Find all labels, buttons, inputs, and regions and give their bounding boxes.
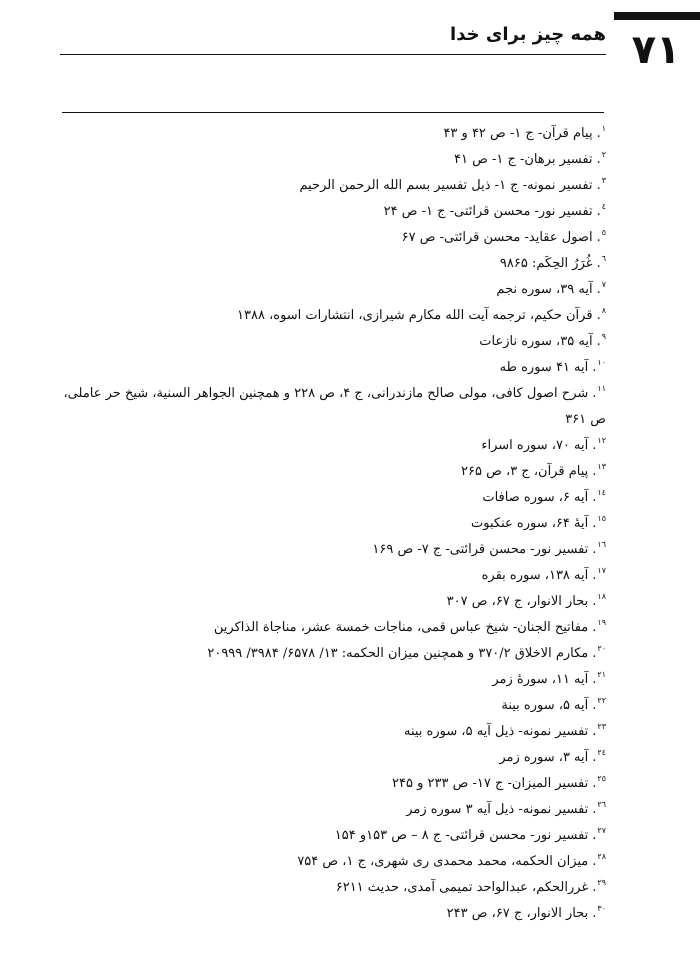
footnote-text: قرآن حکیم، ترجمه آیت الله مکارم شیرازی، انتشارات اسوه، ۱۳۸۸ bbox=[237, 308, 593, 323]
footnote-dot: . bbox=[596, 230, 601, 245]
footnote-number: ٢٩ bbox=[597, 878, 606, 887]
footnote-dot: . bbox=[592, 516, 597, 531]
footnote-item bbox=[60, 121, 606, 147]
footnote-dot: . bbox=[592, 438, 597, 453]
footnote-number: ٤ bbox=[601, 202, 606, 211]
footnote-item bbox=[60, 433, 606, 459]
footnote-item bbox=[60, 355, 606, 381]
footnote-item bbox=[60, 745, 606, 771]
footnote-dot: . bbox=[592, 568, 597, 583]
footnote-number: ١٥ bbox=[597, 514, 606, 523]
footnote-item bbox=[60, 719, 606, 745]
footnote-item bbox=[60, 849, 606, 875]
footnote-text: تفسیر المیزان- ج ۱۷- ص ۲۳۳ و ۲۴۵ bbox=[392, 776, 589, 791]
footnote-number: ٧ bbox=[601, 280, 606, 289]
footnote-dot: . bbox=[592, 386, 597, 401]
footnote-text: بحار الانوار، ج ۶۷، ص ۳۰۷ bbox=[446, 594, 589, 609]
footnote-dot: . bbox=[592, 620, 597, 635]
footnote-dot: . bbox=[592, 750, 597, 765]
footnote-item bbox=[60, 641, 606, 667]
footnote-text: شرح اصول کافی، مولی صالح مازندرانی، ج ۴، ص ۲۲۸ و همچنین الجواهر السنية، شیخ حر عاملی، ص ۳۶۱ bbox=[63, 386, 606, 427]
header-rule bbox=[60, 54, 606, 55]
footnote-item bbox=[60, 485, 606, 511]
footnote-number: ٢٥ bbox=[597, 774, 606, 783]
footnote-text: تفسیر نمونه- ذیل آیه ۳ سوره زمر bbox=[406, 802, 589, 817]
footnote-text: آیه ۳۵، سوره نازعات bbox=[479, 334, 593, 349]
footnote-text: آیهٔ ۶۴، سوره عنکبوت bbox=[471, 516, 589, 531]
footnote-dot: . bbox=[592, 594, 597, 609]
footnote-number: ١١ bbox=[597, 384, 606, 393]
footnote-number: ٢٣ bbox=[597, 722, 606, 731]
footnote-text: پیام قرآن- ج ۱- ص ۴۲ و ۴۳ bbox=[443, 126, 593, 141]
footnote-text: آیه ۵، سوره بینة bbox=[501, 698, 589, 713]
footnote-number: ١٧ bbox=[597, 566, 606, 575]
footnote-dot: . bbox=[592, 646, 597, 661]
footnote-item bbox=[60, 303, 606, 329]
footnote-item bbox=[60, 875, 606, 901]
footnote-text: غررالحکم، عبدالواحد تمیمی آمدی، حدیث ۶۲۱۱ bbox=[335, 880, 589, 895]
footnote-item bbox=[60, 251, 606, 277]
footnote-separator bbox=[62, 112, 604, 113]
footnote-number: ٣٠ bbox=[597, 904, 606, 913]
footnote-dot: . bbox=[592, 698, 597, 713]
footnote-item bbox=[60, 823, 606, 849]
footnote-text: مفاتیح الجنان- شیخ عباس قمی، مناجات خمسة عشر، مناجاة الذاکرین bbox=[213, 620, 589, 635]
footnote-number: ٢٢ bbox=[597, 696, 606, 705]
footnote-dot: . bbox=[592, 802, 597, 817]
footnote-item bbox=[60, 459, 606, 485]
footnote-text: غُرَرُ الحِکَم: ۹۸۶۵ bbox=[499, 256, 593, 271]
footnote-item bbox=[60, 381, 606, 433]
footnote-number: ٣ bbox=[601, 176, 606, 185]
footnote-text: آیه ۷۰، سوره اسراء bbox=[481, 438, 589, 453]
footnote-item bbox=[60, 563, 606, 589]
footnote-text: تفسیر نور- محسن قرائتی- ج ۷- ص ۱۶۹ bbox=[372, 542, 589, 557]
footnote-item bbox=[60, 771, 606, 797]
book-title: همه چیز برای خدا bbox=[450, 24, 606, 45]
running-header bbox=[60, 18, 606, 56]
footnote-number: ١٦ bbox=[597, 540, 606, 549]
footnote-text: آیه ۴۱ سوره طه bbox=[499, 360, 589, 375]
footnote-text: آیه ۱۳۸، سوره بقره bbox=[481, 568, 589, 583]
footnote-item bbox=[60, 537, 606, 563]
footnote-text: تفسیر برهان- ج ۱- ص ۴۱ bbox=[454, 152, 593, 167]
footnote-text: اصول عقاید- محسن قرائتی- ص ۶۷ bbox=[401, 230, 593, 245]
footnote-text: میزان الحکمه، محمد محمدی ری شهری، ج ۱، ص ۷۵۴ bbox=[297, 854, 589, 869]
footnote-item bbox=[60, 199, 606, 225]
footnote-text: تفسیر نمونه- ج ۱- ذیل تفسیر بسم الله الرحمن الرحیم bbox=[299, 178, 593, 193]
footnote-text: تفسیر نمونه- ذیل آیه ۵، سوره بینه bbox=[403, 724, 589, 739]
footnote-dot: . bbox=[592, 672, 597, 687]
footnote-dot: . bbox=[596, 282, 601, 297]
footnote-dot: . bbox=[592, 542, 597, 557]
footnote-dot: . bbox=[592, 776, 597, 791]
footnote-number: ٥ bbox=[601, 228, 606, 237]
footnote-number: ٢٦ bbox=[597, 800, 606, 809]
footnote-item bbox=[60, 511, 606, 537]
footnote-number: ١٣ bbox=[597, 462, 606, 471]
footnote-number: ١٢ bbox=[597, 436, 606, 445]
footnote-text: پیام قرآن، ج ۳، ص ۲۶۵ bbox=[461, 464, 589, 479]
footnote-text: آیه ۶، سوره صافات bbox=[482, 490, 589, 505]
footnote-item bbox=[60, 797, 606, 823]
footnote-text: بحار الانوار، ج ۶۷، ص ۲۴۳ bbox=[446, 906, 589, 921]
footnote-number: ١٩ bbox=[597, 618, 606, 627]
footnote-number: ٢٤ bbox=[597, 748, 606, 757]
footnote-dot: . bbox=[596, 256, 601, 271]
footnote-dot: . bbox=[596, 308, 601, 323]
footnote-dot: . bbox=[592, 360, 597, 375]
footnote-number: ١٤ bbox=[597, 488, 606, 497]
footnote-text: تفسیر نور- محسن قرائتی- ج ۱- ص ۲۴ bbox=[383, 204, 593, 219]
footnote-dot: . bbox=[592, 880, 597, 895]
footnote-number: ٢٨ bbox=[597, 852, 606, 861]
footnote-dot: . bbox=[596, 126, 601, 141]
footnote-dot: . bbox=[596, 204, 601, 219]
footnote-list bbox=[60, 121, 606, 927]
footnote-text: آیه ۳، سوره زمر bbox=[499, 750, 589, 765]
footnote-number: ٢ bbox=[601, 150, 606, 159]
footnote-number: ٢٠ bbox=[597, 644, 606, 653]
footnote-item bbox=[60, 147, 606, 173]
page-number: ۷۱ bbox=[631, 27, 681, 73]
footnote-number: ٢٧ bbox=[597, 826, 606, 835]
footnote-number: ١ bbox=[601, 124, 606, 133]
footnote-number: ١٠ bbox=[597, 358, 606, 367]
footnote-dot: . bbox=[596, 152, 601, 167]
footnote-item bbox=[60, 589, 606, 615]
footnote-item bbox=[60, 277, 606, 303]
footnote-dot: . bbox=[592, 490, 597, 505]
footnote-item bbox=[60, 173, 606, 199]
footnote-dot: . bbox=[596, 334, 601, 349]
footnote-item bbox=[60, 693, 606, 719]
footnote-number: ١٨ bbox=[597, 592, 606, 601]
footnote-dot: . bbox=[596, 178, 601, 193]
footnote-item bbox=[60, 667, 606, 693]
footnote-text: آیه ۱۱، سورهٔ زمر bbox=[492, 672, 589, 687]
footnote-dot: . bbox=[592, 464, 597, 479]
footnote-text: مکارم الاخلاق ۳۷۰/۲ و همچنین میزان الحکمه: ۱۳/ ۶۵۷۸/ ۳۹۸۴/ ۲۰۹۹۹ bbox=[207, 646, 589, 661]
footnote-item bbox=[60, 615, 606, 641]
footnote-text: تفسیر نور- محسن قرائتی- ج ۸ – ص ۱۵۳و ۱۵۴ bbox=[334, 828, 589, 843]
footnote-number: ٢١ bbox=[597, 670, 606, 679]
footnote-item bbox=[60, 329, 606, 355]
footnote-dot: . bbox=[592, 828, 597, 843]
footnote-dot: . bbox=[592, 724, 597, 739]
footnote-text: آیه ۳۹، سوره نجم bbox=[496, 282, 593, 297]
footnote-item bbox=[60, 225, 606, 251]
footnote-number: ٨ bbox=[601, 306, 606, 315]
footnote-number: ٩ bbox=[601, 332, 606, 341]
footnote-dot: . bbox=[592, 854, 597, 869]
footnote-item bbox=[60, 901, 606, 927]
footnote-number: ٦ bbox=[601, 254, 606, 263]
footnote-dot: . bbox=[592, 906, 597, 921]
